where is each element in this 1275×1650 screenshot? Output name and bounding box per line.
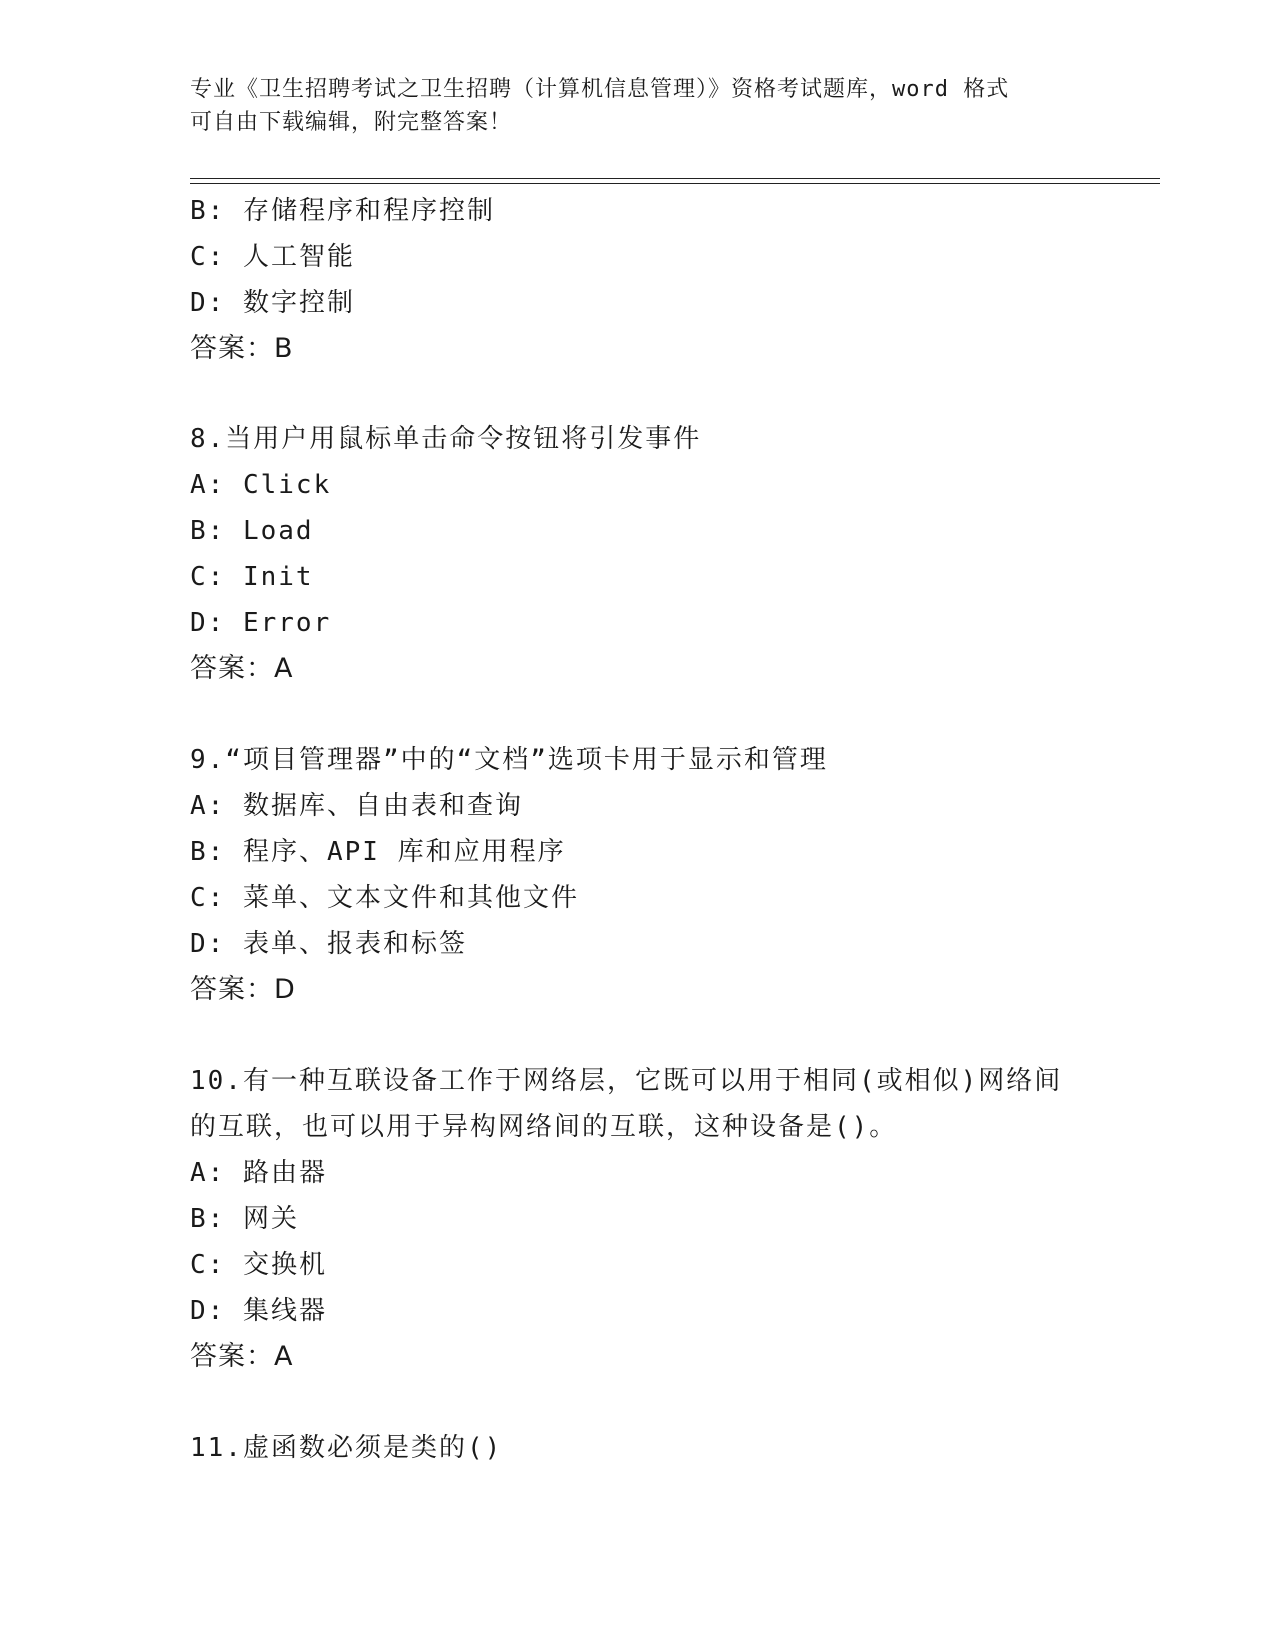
question-stem-line-1: 10.有一种互联设备工作于网络层，它既可以用于相同(或相似)网络间 [190, 1066, 1063, 1096]
option-c: C: Init [190, 562, 314, 592]
spacer [190, 1380, 1090, 1425]
question-stem: 9.“项目管理器”中的“文档”选项卡用于显示和管理 [190, 745, 828, 775]
option-b: B: Load [190, 516, 314, 546]
option-c: C: 人工智能 [190, 242, 355, 272]
question-body [190, 188, 1090, 1471]
question-9 [190, 737, 1090, 1013]
answer-line: 答案：D [190, 974, 296, 1005]
question-7-tail [190, 188, 1090, 372]
answer-line: 答案：A [190, 1341, 294, 1372]
answer-line: 答案：B [190, 333, 294, 364]
option-b: B: 存储程序和程序控制 [190, 196, 495, 226]
header-line-1: 专业《卫生招聘考试之卫生招聘（计算机信息管理）》资格考试题库，word 格式 [190, 77, 1010, 102]
option-b: B: 程序、API 库和应用程序 [190, 837, 566, 867]
answer-line: 答案：A [190, 653, 294, 684]
header-line-2: 可自由下载编辑，附完整答案！ [190, 110, 513, 135]
question-8 [190, 416, 1090, 692]
spacer [190, 372, 1090, 416]
option-d: D: 数字控制 [190, 288, 355, 318]
header-divider-bottom [190, 183, 1160, 184]
option-c: C: 交换机 [190, 1250, 327, 1280]
option-a: A: Click [190, 470, 332, 500]
option-a: A: 路由器 [190, 1158, 327, 1188]
question-stem: 8.当用户用鼠标单击命令按钮将引发事件 [190, 424, 702, 454]
spacer [190, 1013, 1090, 1058]
spacer [190, 692, 1090, 737]
option-d: D: Error [190, 608, 332, 638]
question-11 [190, 1425, 1090, 1471]
option-b: B: 网关 [190, 1204, 299, 1234]
option-d: D: 集线器 [190, 1296, 327, 1326]
question-10 [190, 1058, 1090, 1380]
header-divider-top [190, 178, 1160, 179]
option-c: C: 菜单、文本文件和其他文件 [190, 883, 579, 913]
document-header [190, 73, 1090, 139]
question-stem: 11.虚函数必须是类的() [190, 1433, 503, 1463]
option-d: D: 表单、报表和标签 [190, 929, 467, 959]
option-a: A: 数据库、自由表和查询 [190, 791, 523, 821]
question-stem-line-2: 的互联，也可以用于异构网络间的互联，这种设备是()。 [190, 1112, 898, 1142]
